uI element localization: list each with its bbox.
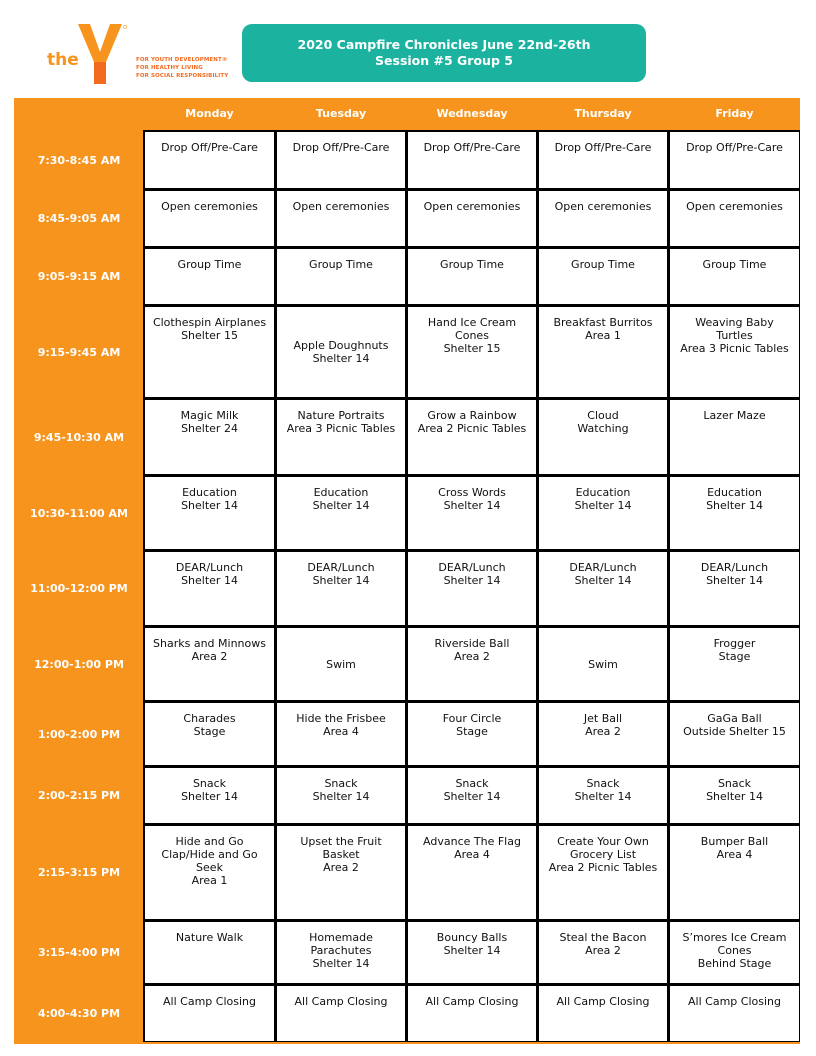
activity-text: Drop Off/Pre-Care: [161, 141, 258, 154]
activity-text: All Camp Closing: [688, 995, 781, 1008]
schedule-cell: [144, 131, 275, 189]
activity-text: Four Circle Stage: [442, 712, 502, 738]
schedule-cell: [144, 248, 275, 305]
activity-text: Jet Ball Area 2: [583, 712, 623, 738]
schedule-cell: [538, 767, 668, 824]
activity-text: Steal the Bacon Area 2: [559, 931, 647, 957]
activity-text: All Camp Closing: [556, 995, 650, 1008]
activity-text: Cloud Watching: [577, 409, 629, 435]
schedule-cell: [669, 476, 800, 550]
schedule-cell: [144, 825, 275, 920]
activity-text: Advance The Flag Area 4: [423, 835, 521, 861]
schedule-cell: [407, 190, 537, 247]
schedule-cell: [407, 248, 537, 305]
schedule-cell: [276, 627, 406, 701]
activity-text: Drop Off/Pre-Care: [554, 141, 652, 154]
activity-text: Hide and Go Clap/Hide and Go Seek Area 1: [161, 835, 258, 887]
activity-text: DEAR/Lunch Shelter 14: [438, 561, 506, 587]
schedule-cell: [144, 767, 275, 824]
activity-text: Bouncy Balls Shelter 14: [436, 931, 508, 957]
activity-text: Breakfast Burritos Area 1: [553, 316, 653, 342]
logo-tagline-3: FOR SOCIAL RESPONSIBILITY: [136, 73, 229, 79]
schedule-cell: [538, 131, 668, 189]
schedule-cell: [669, 551, 800, 626]
activity-text: DEAR/Lunch Shelter 14: [569, 561, 637, 587]
activity-text: S’mores Ice Cream Cones Behind Stage: [682, 931, 787, 970]
activity-text: DEAR/Lunch Shelter 14: [307, 561, 375, 587]
schedule-cell: [144, 985, 275, 1042]
title-line-2: Session #5 Group 5: [375, 53, 513, 68]
schedule-cell: [407, 825, 537, 920]
schedule-cell: [538, 248, 668, 305]
time-slot-label: 1:00-2:00 PM: [37, 727, 121, 741]
activity-text: Nature Portraits Area 3 Picnic Tables: [286, 409, 396, 435]
activity-text: All Camp Closing: [425, 995, 519, 1008]
schedule-cell: [144, 921, 275, 984]
schedule-cell: [276, 131, 406, 189]
schedule-cell: [669, 767, 800, 824]
day-header-monday: Monday: [185, 106, 234, 120]
schedule-cell: [144, 306, 275, 398]
activity-text: Drop Off/Pre-Care: [423, 141, 521, 154]
schedule-cell: [669, 248, 800, 305]
schedule-cell: [669, 985, 800, 1042]
schedule-cell: [538, 476, 668, 550]
schedule-cell: [276, 551, 406, 626]
schedule-cell: [276, 190, 406, 247]
activity-text: Drop Off/Pre-Care: [292, 141, 390, 154]
schedule-cell: [538, 921, 668, 984]
ymca-logo: [44, 22, 234, 86]
time-slot-label: 2:15-3:15 PM: [37, 866, 121, 879]
activity-text: DEAR/Lunch Shelter 14: [700, 561, 769, 587]
activity-text: All Camp Closing: [294, 995, 388, 1008]
activity-text: Nature Walk: [175, 931, 244, 944]
schedule-cell: [538, 702, 668, 766]
activity-text: Drop Off/Pre-Care: [686, 141, 783, 154]
activity-text: Charades Stage: [183, 712, 236, 738]
activity-text: Group Time: [177, 258, 242, 271]
time-slot-label: 9:45-10:30 AM: [33, 430, 125, 444]
logo-word: the: [47, 50, 79, 70]
day-header-tuesday: Tuesday: [315, 106, 367, 120]
activity-text: Swim: [588, 657, 618, 671]
schedule-cell: [669, 627, 800, 701]
schedule-cell: [538, 627, 668, 701]
schedule-cell: [276, 702, 406, 766]
schedule-cell: [276, 399, 406, 475]
logo-tagline-2: FOR HEALTHY LIVING: [136, 65, 203, 71]
activity-text: Apple Doughnuts Shelter 14: [293, 339, 389, 365]
activity-text: Magic Milk Shelter 24: [180, 409, 239, 435]
schedule-cell: [144, 702, 275, 766]
activity-text: Snack Shelter 14: [574, 777, 632, 803]
schedule-cell: [276, 921, 406, 984]
time-slot-label: 9:05-9:15 AM: [37, 270, 121, 283]
activity-text: Snack Shelter 14: [181, 777, 238, 803]
schedule-cell: [407, 476, 537, 550]
schedule-cell: [276, 767, 406, 824]
schedule-cell: [407, 306, 537, 398]
activity-text: Group Time: [440, 258, 504, 271]
schedule-cell: [669, 702, 800, 766]
schedule-cell: [407, 131, 537, 189]
schedule-cell: [276, 476, 406, 550]
activity-text: Snack Shelter 14: [443, 777, 501, 803]
activity-text: Create Your Own Grocery List Area 2 Picnic Tables: [548, 835, 658, 874]
schedule-cell: [669, 921, 800, 984]
activity-text: Open ceremonies: [686, 200, 783, 213]
activity-text: Education Shelter 14: [706, 486, 763, 512]
activity-text: Cross Words Shelter 14: [438, 486, 506, 512]
schedule-cell: [276, 825, 406, 920]
schedule-cell: [144, 190, 275, 247]
time-slot-label: 10:30-11:00 AM: [30, 506, 128, 520]
activity-text: Bumper Ball Area 4: [700, 835, 769, 861]
schedule-cell: [538, 985, 668, 1042]
schedule-cell: [407, 921, 537, 984]
schedule-cell: [669, 306, 800, 398]
activity-text: Clothespin Airplanes Shelter 15: [152, 316, 267, 342]
schedule-cell: [407, 399, 537, 475]
activity-text: Weaving Baby Turtles Area 3 Picnic Tables: [680, 316, 789, 355]
time-slot-label: 9:15-9:45 AM: [37, 345, 121, 359]
activity-text: Open ceremonies: [292, 200, 390, 213]
schedule-cell: [538, 825, 668, 920]
schedule-cell: [407, 985, 537, 1042]
schedule-cell: [669, 825, 800, 920]
time-slot-label: 11:00-12:00 PM: [30, 582, 128, 595]
schedule-cell: [538, 306, 668, 398]
activity-text: Group Time: [571, 258, 635, 271]
schedule-cell: [144, 627, 275, 701]
activity-text: Hide the Frisbee Area 4: [296, 712, 386, 738]
schedule-cell: [407, 551, 537, 626]
schedule-cell: [538, 190, 668, 247]
day-header-friday: Friday: [715, 106, 754, 120]
day-header-wednesday: Wednesday: [436, 106, 508, 120]
schedule-cell: [669, 399, 800, 475]
time-slot-label: 8:45-9:05 AM: [37, 212, 121, 225]
activity-text: All Camp Closing: [163, 995, 256, 1008]
activity-text: Open ceremonies: [161, 200, 258, 213]
time-slot-label: 7:30-8:45 AM: [37, 153, 121, 167]
schedule-cell: [144, 551, 275, 626]
schedule-cell: [144, 476, 275, 550]
schedule-cell: [407, 627, 537, 701]
schedule-cell: [276, 306, 406, 398]
logo-tagline-1: FOR YOUTH DEVELOPMENT®: [136, 57, 228, 63]
activity-text: Education Shelter 14: [312, 486, 370, 512]
activity-text: Sharks and Minnows Area 2: [153, 637, 266, 663]
activity-text: Snack Shelter 14: [312, 777, 370, 803]
activity-text: Group Time: [309, 258, 373, 271]
activity-text: Grow a Rainbow Area 2 Picnic Tables: [417, 409, 527, 435]
activity-text: GaGa Ball Outside Shelter 15: [683, 712, 786, 738]
title-line-1: 2020 Campfire Chronicles June 22nd-26th: [297, 37, 591, 52]
time-slot-label: 4:00-4:30 PM: [37, 1007, 121, 1020]
time-slot-label: 2:00-2:15 PM: [37, 789, 121, 802]
schedule-cell: [538, 551, 668, 626]
schedule-cell: [276, 248, 406, 305]
activity-text: Open ceremonies: [554, 200, 652, 213]
activity-text: Upset the Fruit Basket Area 2: [300, 835, 382, 874]
time-slot-label: 3:15-4:00 PM: [37, 946, 121, 959]
schedule-cell: [669, 190, 800, 247]
activity-text: Riverside Ball Area 2: [434, 637, 510, 663]
activity-text: Snack Shelter 14: [706, 777, 763, 803]
schedule-cell: [276, 985, 406, 1042]
schedule-cell: [538, 399, 668, 475]
day-header-thursday: Thursday: [574, 106, 632, 120]
schedule-cell: [407, 767, 537, 824]
activity-text: Frogger Stage: [713, 637, 756, 663]
activity-text: Homemade Parachutes Shelter 14: [309, 931, 373, 970]
time-slot-label: 12:00-1:00 PM: [34, 657, 124, 671]
activity-text: Open ceremonies: [423, 200, 521, 213]
activity-text: Group Time: [702, 258, 767, 271]
schedule-title-box: [242, 24, 646, 82]
schedule-cell: [144, 399, 275, 475]
activity-text: Swim: [326, 657, 356, 671]
activity-text: Education Shelter 14: [181, 486, 238, 512]
activity-text: Lazer Maze: [703, 409, 766, 422]
activity-text: DEAR/Lunch Shelter 14: [175, 561, 244, 587]
activity-text: Hand Ice Cream Cones Shelter 15: [427, 316, 517, 355]
activity-text: Education Shelter 14: [574, 486, 632, 512]
schedule-cell: [407, 702, 537, 766]
schedule-cell: [669, 131, 800, 189]
